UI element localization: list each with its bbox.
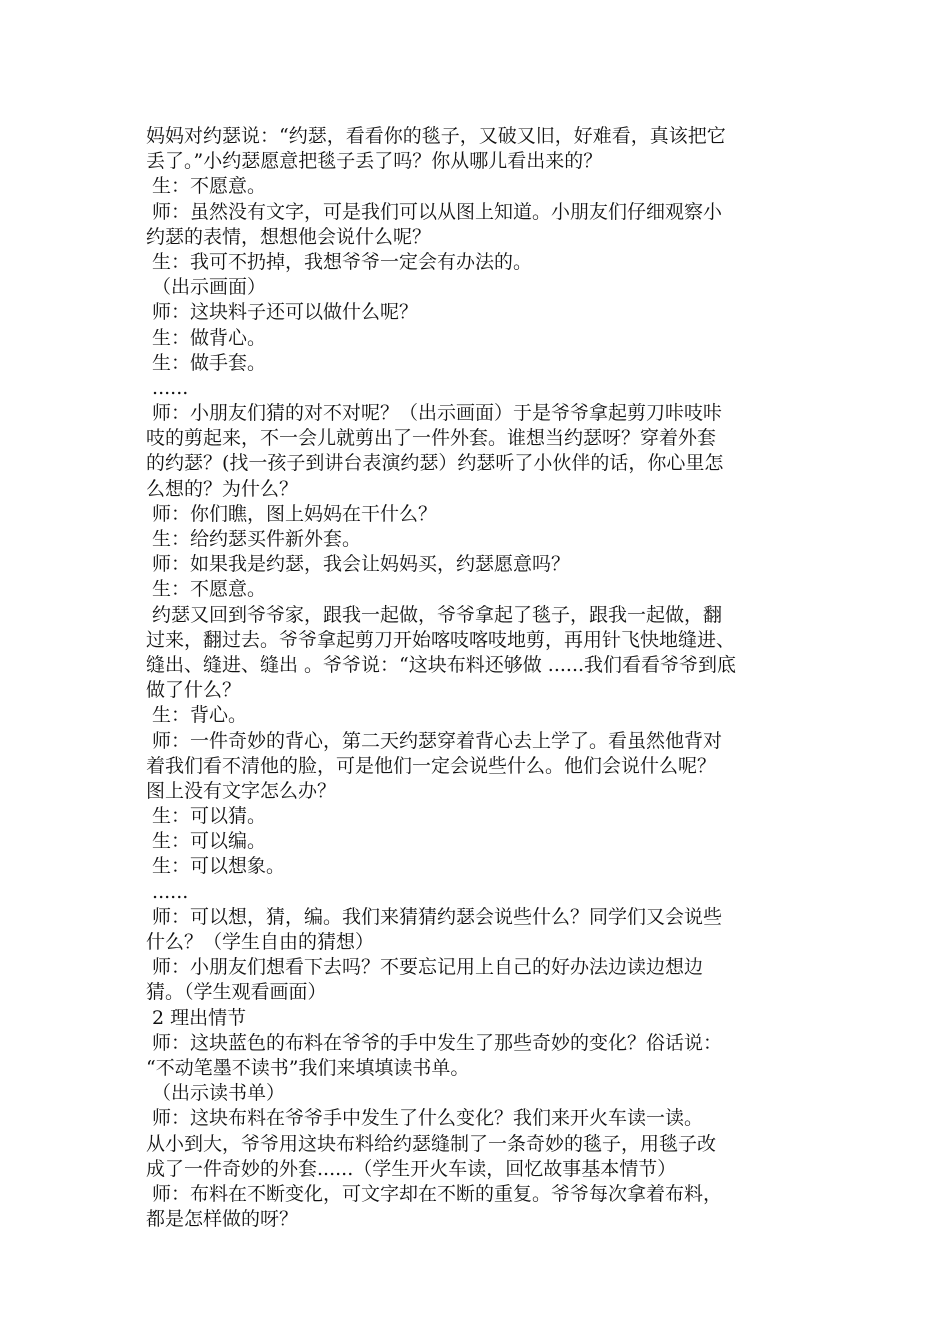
text-line: 么想的？为什么？: [146, 477, 299, 500]
text-line: 生：做背心。: [146, 326, 267, 349]
text-line: 生：我可不扔掉，我想爷爷一定会有办法的。: [146, 250, 533, 273]
text-line: 成了一件奇妙的外套......（学生开火车读，回忆故事基本情节）: [146, 1157, 677, 1180]
text-line: （出示画面）: [146, 276, 267, 299]
text-line: 过来，翻过去。爷爷拿起剪刀开始喀吱喀吱地剪，再用针飞快地缝进、: [146, 628, 736, 651]
text-line: 师：你们瞧，图上妈妈在干什么？: [146, 502, 438, 525]
text-line: 生：可以想象。: [146, 855, 286, 878]
text-line: 生：可以猜。: [146, 805, 267, 828]
text-line: 师：这块料子还可以做什么呢？: [146, 301, 419, 324]
text-line: 生：做手套。: [146, 351, 267, 374]
text-line: 约瑟又回到爷爷家，跟我一起做，爷爷拿起了毯子，跟我一起做，翻: [146, 603, 723, 626]
text-line: 师：这块蓝色的布料在爷爷的手中发生了那些奇妙的变化？俗话说：: [146, 1031, 723, 1054]
text-line: “不动笔墨不读书”我们来填填读书单。: [146, 1056, 470, 1079]
text-line: 生：可以编。: [146, 830, 267, 853]
text-line: 生：不愿意。: [146, 578, 267, 601]
text-line: 的约瑟？(找一孩子到讲台表演约瑟）约瑟听了小伙伴的话，你心里怎: [146, 452, 724, 475]
text-line: 都是怎样做的呀？: [146, 1208, 299, 1231]
text-line: 师：小朋友们猜的对不对呢？（出示画面）于是爷爷拿起剪刀咔吱咔: [146, 402, 723, 425]
text-line: 生：不愿意。: [146, 175, 267, 198]
text-line: 缝出、缝进、缝出 。爷爷说：“这块布料还够做 ......我们看看爷爷到底: [146, 653, 737, 676]
text-line: 师：布料在不断变化，可文字却在不断的重复。爷爷每次拿着布料，: [146, 1182, 723, 1205]
text-line: ......: [146, 880, 189, 903]
text-line: 师：这块布料在爷爷手中发生了什么变化？我们来开火车读一读。: [146, 1107, 704, 1130]
text-line: 约瑟的表情，想想他会说什么呢？: [146, 225, 432, 248]
text-line: 图上没有文字怎么办？: [146, 779, 337, 802]
text-line: 从小到大，爷爷用这块布料给约瑟缝制了一条奇妙的毯子，用毯子改: [146, 1132, 717, 1155]
text-line: 什么？（学生自由的猜想）: [146, 931, 375, 953]
text-line: 妈妈对约瑟说：“约瑟，看看你的毯子，又破又旧，好难看，真该把它: [146, 125, 726, 147]
text-line: 猜。（学生观看画面）: [146, 981, 327, 1004]
text-line: 着我们看不清他的脸，可是他们一定会说些什么。他们会说什么呢？: [146, 754, 717, 777]
text-line: 吱的剪起来，不一会儿就剪出了一件外套。谁想当约瑟呀？穿着外套: [146, 427, 717, 450]
text-line: 做了什么？: [146, 679, 242, 702]
text-line: 师：可以想，猜，编。我们来猜猜约瑟会说些什么？同学们又会说些: [146, 905, 723, 928]
text-line: 师：小朋友们想看下去吗？不要忘记用上自己的好办法边读边想边: [146, 956, 704, 979]
text-line: 生：给约瑟买件新外套。: [146, 528, 362, 550]
text-line: 师：一件奇妙的背心，第二天约瑟穿着背心去上学了。看虽然他背对: [146, 729, 723, 752]
text-line: 师：虽然没有文字，可是我们可以从图上知道。小朋友们仔细观察小: [146, 200, 723, 223]
section-heading: 2 理出情节: [146, 1006, 247, 1029]
text-line: 生：背心。: [146, 704, 248, 727]
text-line: 师：如果我是约瑟，我会让妈妈买，约瑟愿意吗？: [146, 553, 571, 576]
text-line: （出示读书单）: [146, 1082, 286, 1105]
text-line: ......: [146, 376, 189, 399]
text-line: 丢了。”小约瑟愿意把毯子丢了吗？你从哪儿看出来的？: [146, 150, 603, 173]
lesson-transcript: [146, 124, 818, 1232]
